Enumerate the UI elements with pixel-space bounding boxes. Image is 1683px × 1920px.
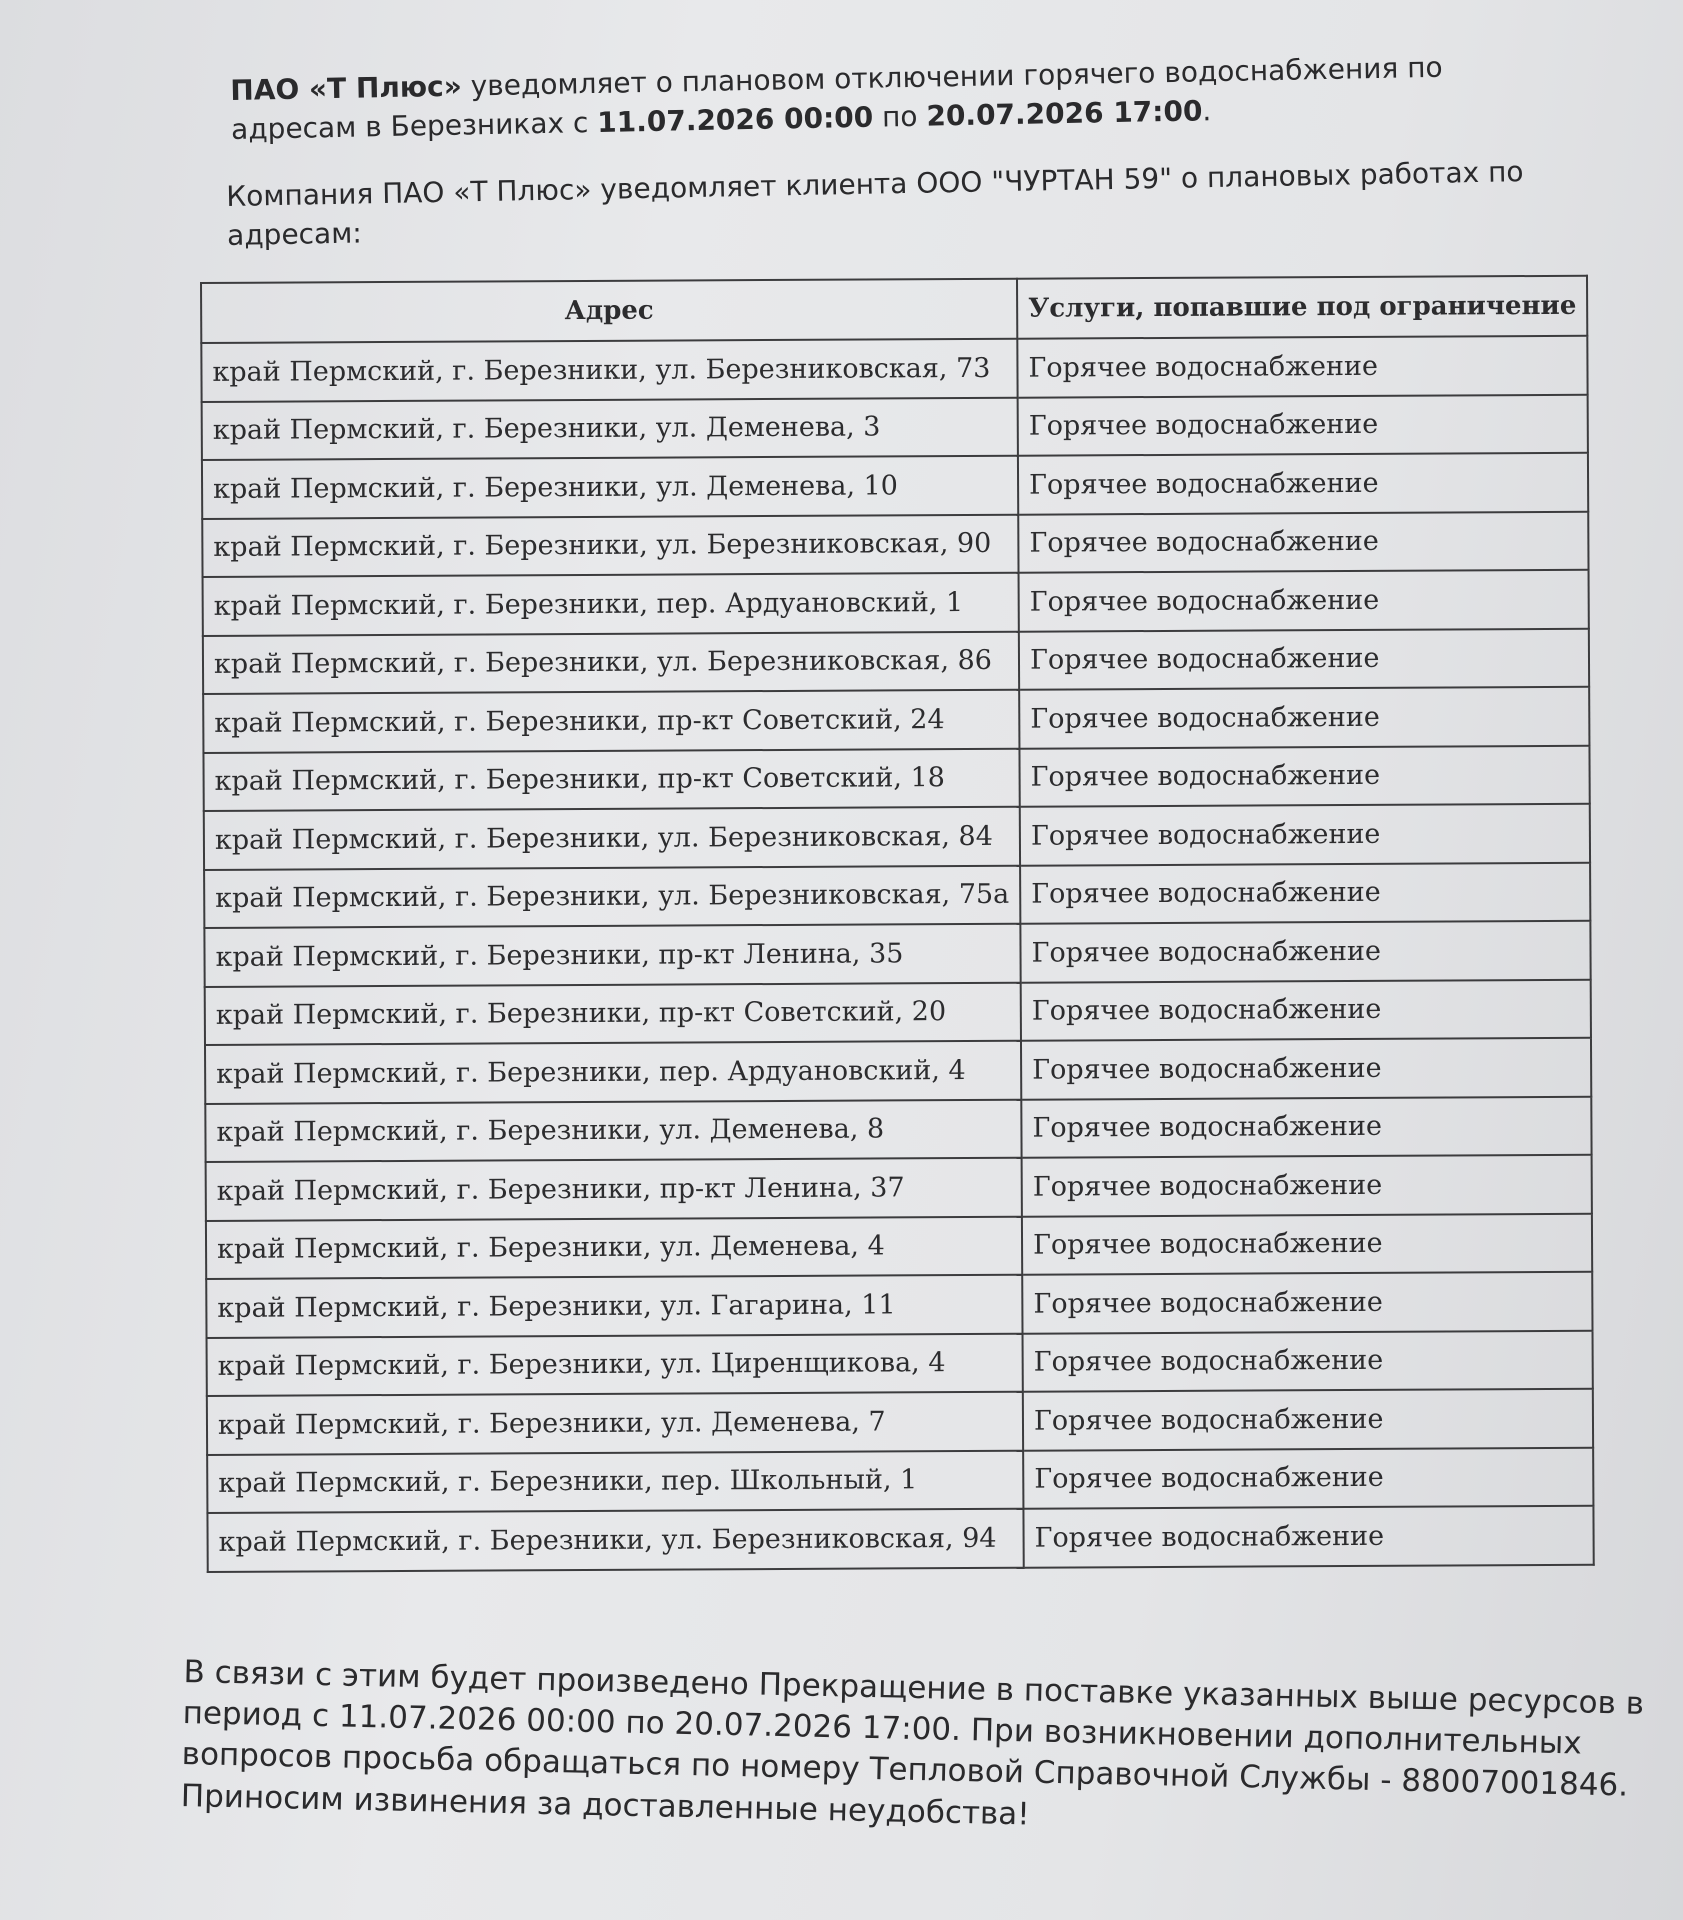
table-row (203, 687, 1589, 753)
closing-paragraph: В связи с этим будет произведено Прекращение в поставке указанных выше ресурсов в период с 11.07.2026 00:00 по 20.07.2026 17:00. При возникновении дополнительных вопросов просьба обращаться по номеру Тепловой Справочной Службы - 88007001846. Приносим извинения за доставленные неудобства! (180, 1653, 1645, 1833)
table-row (205, 979, 1591, 1045)
service-cell: Горячее водоснабжение (1022, 1155, 1592, 1216)
service-cell: Горячее водоснабжение (1023, 1330, 1593, 1391)
address-cell: край Пермский, г. Березники, ул. Деменева, 4 (206, 1216, 1022, 1279)
table-body (201, 336, 1594, 1572)
address-cell: край Пермский, г. Березники, ул. Березниковская, 90 (202, 514, 1018, 577)
table-row (204, 921, 1590, 987)
table-row (202, 394, 1588, 460)
address-column-header: Адрес (201, 279, 1017, 343)
service-cell: Горячее водоснабжение (1023, 1506, 1593, 1567)
address-cell: край Пермский, г. Березники, ул. Деменева, 10 (202, 456, 1018, 519)
address-cell: край Пермский, г. Березники, ул. Березниковская, 73 (201, 339, 1017, 402)
address-cell: край Пермский, г. Березники, пр-кт Советский, 20 (205, 982, 1021, 1045)
address-cell: край Пермский, г. Березники, ул. Деменева, 8 (205, 1099, 1021, 1162)
address-cell: край Пермский, г. Березники, пер. Школьный, 1 (207, 1450, 1023, 1513)
service-cell: Горячее водоснабжение (1019, 628, 1589, 689)
address-cell: край Пермский, г. Березники, пр-кт Ленина, 35 (204, 924, 1020, 987)
service-cell: Горячее водоснабжение (1019, 570, 1589, 631)
service-cell: Горячее водоснабжение (1021, 979, 1591, 1040)
service-cell: Горячее водоснабжение (1022, 1272, 1592, 1333)
table-row (204, 804, 1590, 870)
headline-punctuation: . (1202, 93, 1212, 127)
service-cell: Горячее водоснабжение (1021, 1096, 1591, 1157)
address-cell: край Пермский, г. Березники, пр-кт Ленина, 37 (206, 1158, 1022, 1221)
address-cell: край Пермский, г. Березники, пр-кт Советский, 18 (203, 748, 1019, 811)
client-notice-line: Компания ПАО «Т Плюс» уведомляет клиента ООО "ЧУРТАН 59" о плановых работах по адресам: (226, 155, 1524, 252)
address-cell: край Пермский, г. Березники, пер. Ардуановский, 4 (205, 1041, 1021, 1104)
table-row (202, 511, 1588, 577)
service-cell: Горячее водоснабжение (1021, 1038, 1591, 1099)
table-row (204, 862, 1590, 928)
service-cell: Горячее водоснабжение (1023, 1389, 1593, 1450)
table-row (203, 628, 1589, 694)
service-cell: Горячее водоснабжение (1020, 921, 1590, 982)
service-cell: Горячее водоснабжение (1019, 687, 1589, 748)
address-cell: край Пермский, г. Березники, пр-кт Советский, 24 (203, 690, 1019, 753)
table-row (206, 1155, 1592, 1221)
table-row (207, 1506, 1593, 1572)
table-header-row (201, 276, 1587, 343)
service-cell: Горячее водоснабжение (1023, 1447, 1593, 1508)
service-cell: Горячее водоснабжение (1018, 511, 1588, 572)
address-cell: край Пермский, г. Березники, ул. Деменева, 3 (202, 397, 1018, 460)
address-cell: край Пермский, г. Березники, ул. Березниковская, 75а (204, 865, 1020, 928)
table-row (203, 570, 1589, 636)
address-cell: край Пермский, г. Березники, ул. Деменева, 7 (207, 1392, 1023, 1455)
headline-joiner: по (872, 99, 927, 134)
address-table (200, 275, 1595, 1573)
table-row (205, 1096, 1591, 1162)
address-cell: край Пермский, г. Березники, ул. Березниковская, 94 (207, 1509, 1023, 1572)
address-cell: край Пермский, г. Березники, ул. Гагарина, 11 (206, 1275, 1022, 1338)
table-row (201, 336, 1587, 402)
table-row (202, 453, 1588, 519)
service-cell: Горячее водоснабжение (1018, 394, 1588, 455)
table-row (206, 1213, 1592, 1279)
service-cell: Горячее водоснабжение (1019, 745, 1589, 806)
headline-text: уведомляет о плановом отключении горячего водоснабжения по адресам в Березниках с (230, 50, 1443, 146)
address-cell: край Пермский, г. Березники, ул. Березниковская, 86 (203, 631, 1019, 694)
company-name: ПАО «Т Плюс» (230, 69, 463, 107)
address-cell: край Пермский, г. Березники, ул. Березниковская, 84 (204, 807, 1020, 870)
service-cell: Горячее водоснабжение (1018, 453, 1588, 514)
table-row (207, 1389, 1593, 1455)
service-cell: Горячее водоснабжение (1020, 804, 1590, 865)
table-row (207, 1447, 1593, 1513)
services-column-header: Услуги, попавшие под ограничение (1017, 276, 1587, 339)
table-row (203, 745, 1589, 811)
table-row (206, 1272, 1592, 1338)
table-row (205, 1038, 1591, 1104)
table-row (207, 1330, 1593, 1396)
outage-headline (230, 46, 1571, 149)
service-cell: Горячее водоснабжение (1020, 862, 1590, 923)
address-cell: край Пермский, г. Березники, ул. Циренщикова, 4 (207, 1333, 1023, 1396)
outage-start-datetime: 11.07.2026 00:00 (596, 100, 874, 139)
outage-end-datetime: 20.07.2026 17:00 (926, 93, 1203, 133)
address-cell: край Пермский, г. Березники, пер. Ардуановский, 1 (203, 573, 1019, 636)
service-cell: Горячее водоснабжение (1017, 336, 1587, 397)
service-cell: Горячее водоснабжение (1022, 1213, 1592, 1274)
